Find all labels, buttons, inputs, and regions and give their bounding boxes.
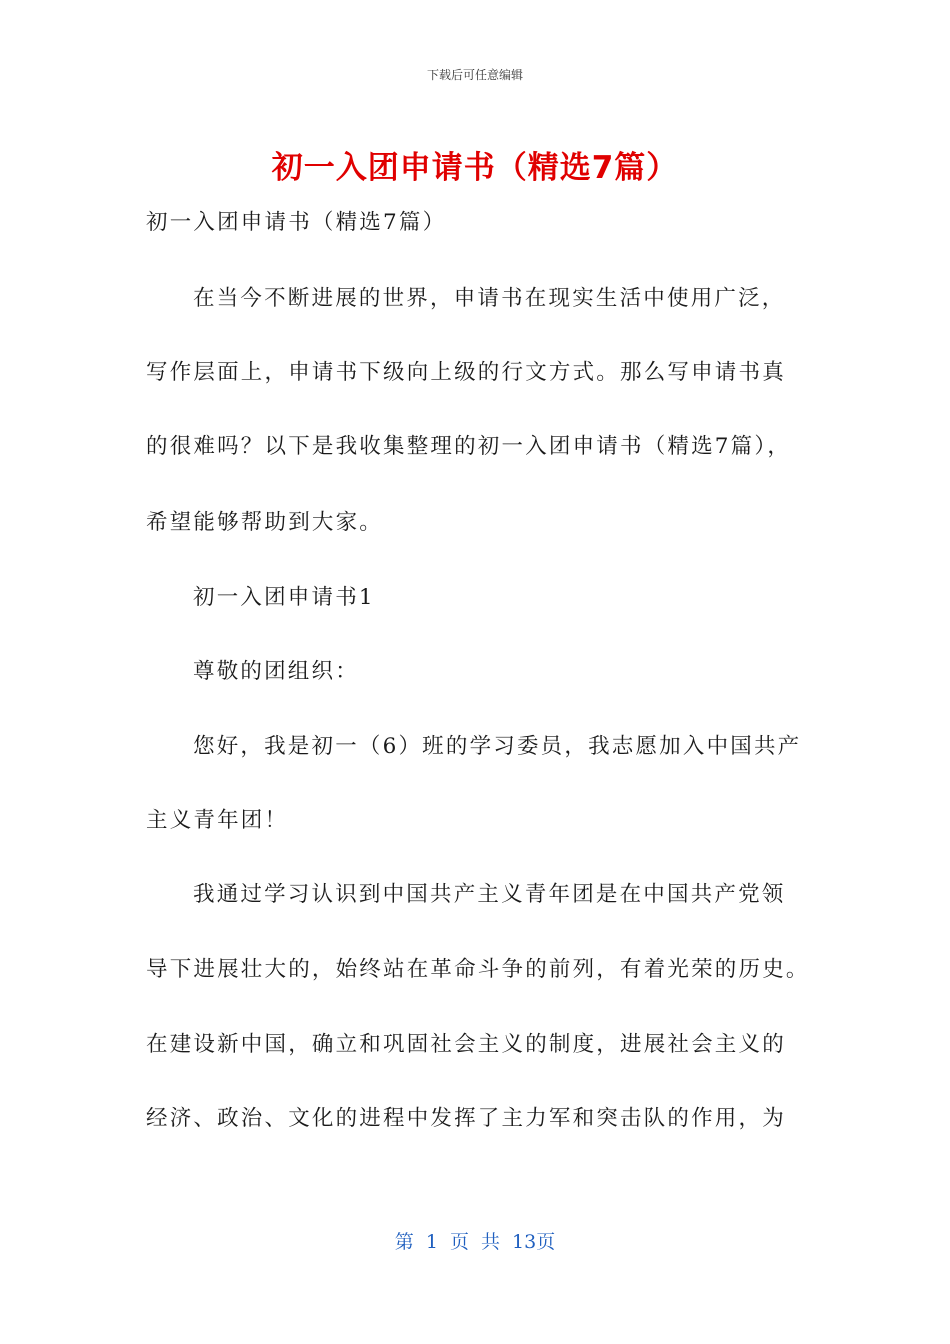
body-line: 主义青年团！ bbox=[146, 808, 289, 833]
body-line: 导下进展壮大的，始终站在革命斗争的前列，有着光荣的历史。 bbox=[146, 957, 810, 982]
subtitle-line: 初一入团申请书（精选7篇） bbox=[146, 210, 447, 235]
document-title: 初一入团申请书（精选7篇） bbox=[271, 150, 679, 186]
salutation-line: 尊敬的团组织： bbox=[193, 659, 359, 684]
body-line: 的很难吗？以下是我收集整理的初一入团申请书（精选7篇）， bbox=[146, 434, 792, 459]
body-line: 希望能够帮助到大家。 bbox=[146, 510, 384, 535]
body-line: 在建设新中国，确立和巩固社会主义的制度，进展社会主义的 bbox=[146, 1032, 786, 1057]
body-line: 您好，我是初一（6）班的学习委员，我志愿加入中国共产 bbox=[193, 734, 802, 759]
body-line: 经济、政治、文化的进程中发挥了主力军和突击队的作用，为 bbox=[146, 1106, 786, 1131]
body-line: 在当今不断进展的世界，申请书在现实生活中使用广泛， bbox=[193, 286, 786, 311]
body-line: 写作层面上，申请书下级向上级的行文方式。那么写申请书真 bbox=[146, 360, 786, 385]
header-note: 下载后可任意编辑 bbox=[426, 68, 523, 82]
body-line: 我通过学习认识到中国共产主义青年团是在中国共产党领 bbox=[193, 882, 786, 907]
page-footer: 第 1 页 共 13页 bbox=[394, 1231, 556, 1253]
section-heading: 初一入团申请书1 bbox=[193, 585, 375, 610]
